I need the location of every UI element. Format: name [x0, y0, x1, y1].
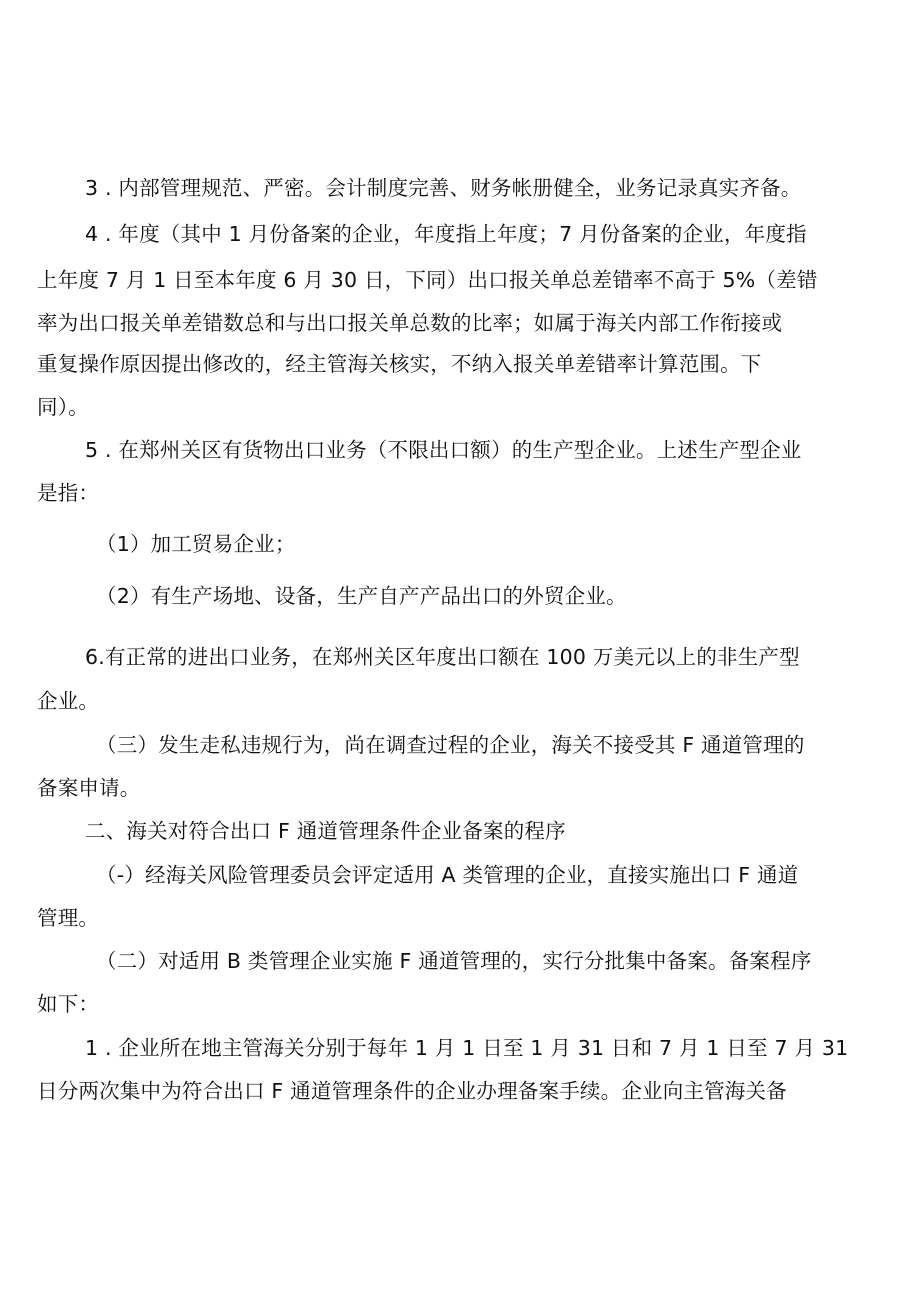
text-line: （2）有生产场地、设备，生产自产产品出口的外贸企业。	[96, 584, 627, 608]
text-line: 同）。	[37, 395, 89, 419]
text-line: 二、海关对符合出口 F 通道管理条件企业备案的程序	[85, 819, 566, 843]
text-line: 企业。	[37, 689, 100, 713]
text-line: 日分两次集中为符合出口 F 通道管理条件的企业办理备案手续。企业向主管海关备	[37, 1079, 787, 1103]
text-line: 6.有正常的进出口业务，在郑州关区年度出口额在 100 万美元以上的非生产型	[85, 645, 800, 669]
text-line: 4 . 年度（其中 1 月份备案的企业，年度指上年度；7 月份备案的企业，年度指	[85, 222, 807, 246]
text-line: 率为出口报关单差错数总和与出口报关单总数的比率；如属于海关内部工作衔接或	[37, 311, 783, 335]
text-line: （三）发生走私违规行为，尚在调查过程的企业，海关不接受其 F 通道管理的	[96, 733, 805, 757]
text-line: 如下：	[37, 992, 100, 1016]
text-line: 重复操作原因提出修改的，经主管海关核实，不纳入报关单差错率计算范围。下	[37, 352, 762, 376]
text-line: 5 . 在郑州关区有货物出口业务（不限出口额）的生产型企业。上述生产型企业	[85, 438, 802, 462]
text-line: 上年度 7 月 1 日至本年度 6 月 30 日，下同）出口报关单总差错率不高于 5%（差错	[37, 268, 818, 292]
text-line: 1 . 企业所在地主管海关分别于每年 1 月 1 日至 1 月 31 日和 7 月 1 日至 7 月 31	[85, 1036, 849, 1060]
text-line: （二）对适用 B 类管理企业实施 F 通道管理的，实行分批集中备案。备案程序	[96, 949, 812, 973]
text-line: 备案申请。	[37, 776, 141, 800]
text-line: （-）经海关风险管理委员会评定适用 A 类管理的企业，直接实施出口 F 通道	[96, 863, 799, 887]
text-line: （1）加工贸易企业；	[96, 532, 296, 556]
text-line: 管理。	[37, 906, 100, 930]
text-line: 是指：	[37, 481, 100, 505]
text-line: 3 . 内部管理规范、严密。会计制度完善、财务帐册健全，业务记录真实齐备。	[85, 176, 802, 200]
